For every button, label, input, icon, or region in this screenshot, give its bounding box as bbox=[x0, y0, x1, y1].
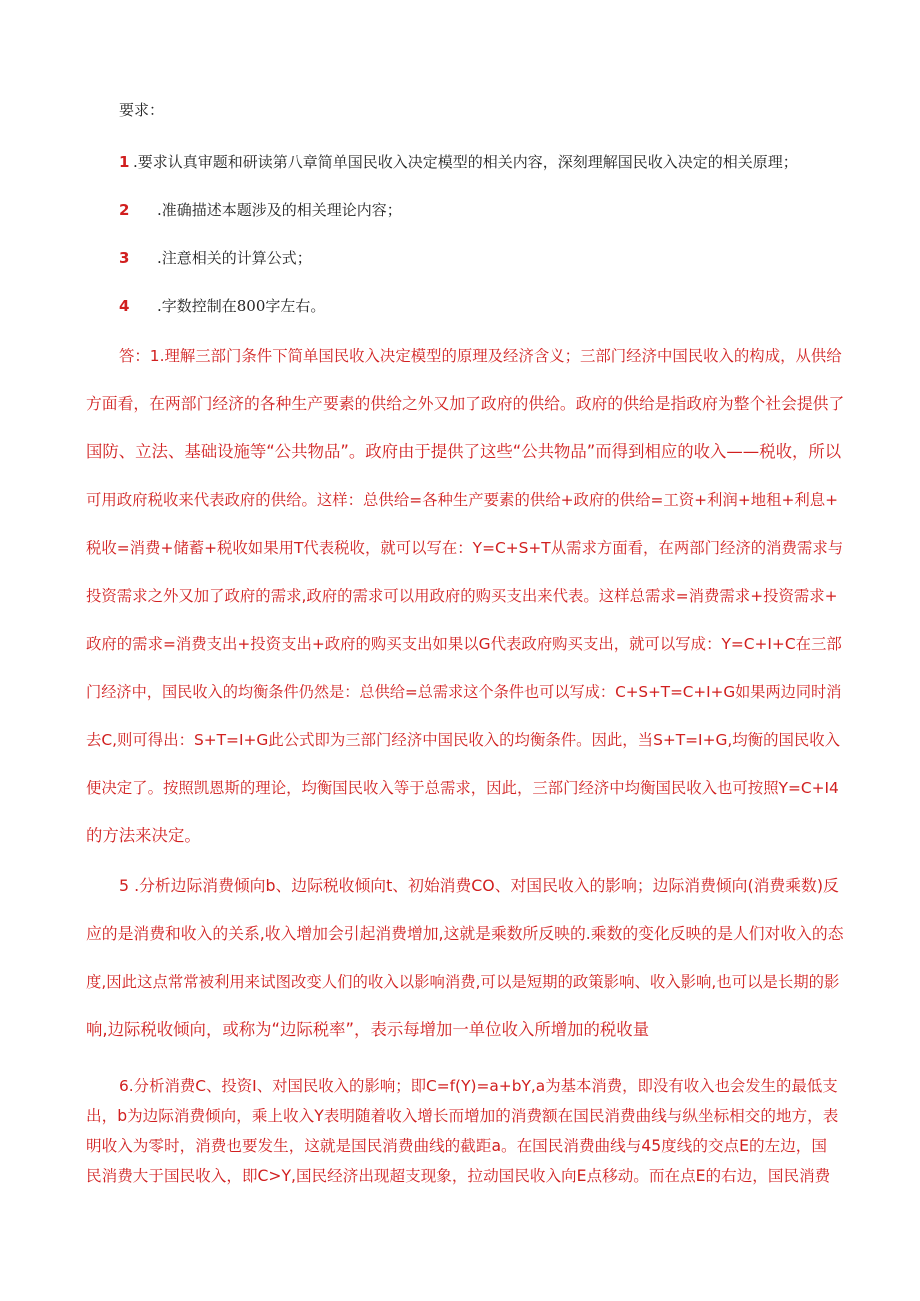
section5-line-1: 5 .分析边际消费倾向b、边际税收倾向t、初始消费CO、对国民收入的影响；边际消费倾向(消费乘数)反 bbox=[119, 876, 839, 895]
answer-line-5: 税收=消费+储蓄+税收如果用T代表税收，就可以写在：Y=C+S+T从需求方面看，在两部门经济的消费需求与 bbox=[86, 539, 844, 557]
requirement-1-text: .要求认真审题和研读第八章简单国民收入决定模型的相关内容，深刻理解国民收入决定的相关原理； bbox=[133, 153, 798, 171]
answer-line-7: 政府的需求=消费支出+投资支出+政府的购买支出如果以G代表政府购买支出，就可以写成：Y=C+I+C在三部 bbox=[86, 635, 842, 653]
answer-line-9: 去C,则可得出：S+T=I+G此公式即为三部门经济中国民收入的均衡条件。因此，当S+T=I+G,均衡的国民收入 bbox=[86, 731, 841, 749]
answer-line-6: 投资需求之外又加了政府的需求,政府的需求可以用政府的购买支出来代表。这样总需求=消费需求+投资需求+ bbox=[86, 587, 838, 605]
requirement-2-number: 2 bbox=[119, 201, 130, 219]
answer-line-3: 国防、立法、基础设施等“公共物品”。政府由于提供了这些“公共物品”而得到相应的收入——税收，所以 bbox=[86, 442, 842, 461]
answer-line-1: 答：1.理解三部门条件下简单国民收入决定模型的原理及经济含义；三部门经济中国民收入的构成，从供给 bbox=[119, 347, 842, 365]
requirement-4-number: 4 bbox=[119, 297, 130, 315]
requirement-1-number: 1 bbox=[119, 153, 130, 171]
section6-line-1: 6.分析消费C、投资I、对国民收入的影响；即C=f(Y)=a+bY,a为基本消费，即没有收入也会发生的最低支 bbox=[119, 1077, 838, 1095]
section6-line-2: 出，b为边际消费倾向，乘上收入Y表明随着收入增长而增加的消费额在国民消费曲线与纵坐标相交的地方，表 bbox=[86, 1107, 839, 1125]
section5-line-2: 应的是消费和收入的关系,收入增加会引起消费增加,这就是乘数所反映的.乘数的变化反映的是人们对收入的态 bbox=[86, 924, 844, 943]
section6-line-4: 民消费大于国民收入，即C>Y,国民经济出现超支现象，拉动国民收入向E点移动。而在点E的右边，国民消费 bbox=[86, 1167, 831, 1185]
requirement-2-text: .准确描述本题涉及的相关理论内容； bbox=[157, 201, 402, 219]
requirements-heading: 要求： bbox=[119, 101, 165, 119]
requirement-3-number: 3 bbox=[119, 249, 130, 267]
section5-line-3: 度,因此这点常常被利用来试图改变人们的收入以影响消费,可以是短期的政策影响、收入影响,也可以是长期的影 bbox=[86, 973, 840, 991]
answer-line-8: 门经济中，国民收入的均衡条件仍然是：总供给=总需求这个条件也可以写成：C+S+T=C+I+G如果两边同时消 bbox=[86, 683, 842, 701]
answer-line-10: 便决定了。按照凯恩斯的理论，均衡国民收入等于总需求，因此，三部门经济中均衡国民收入也可按照Y=C+I4 bbox=[86, 779, 839, 797]
requirement-4-text: .字数控制在800字左右。 bbox=[157, 297, 326, 315]
answer-line-4: 可用政府税收来代表政府的供给。这样：总供给=各种生产要素的供给+政府的供给=工资+利润+地租+利息+ bbox=[86, 491, 839, 509]
section5-line-4: 响,边际税收倾向，或称为“边际税率”，表示每增加一单位收入所增加的税收量 bbox=[86, 1020, 650, 1039]
answer-line-2: 方面看，在两部门经济的各种生产要素的供给之外又加了政府的供给。政府的供给是指政府为整个社会提供了 bbox=[86, 394, 845, 413]
requirement-3-text: .注意相关的计算公式； bbox=[157, 249, 312, 267]
section6-line-3: 明收入为零时，消费也要发生，这就是国民消费曲线的截距a。在国民消费曲线与45度线的交点E的左边，国 bbox=[86, 1137, 827, 1155]
answer-line-11: 的方法来决定。 bbox=[86, 826, 201, 845]
